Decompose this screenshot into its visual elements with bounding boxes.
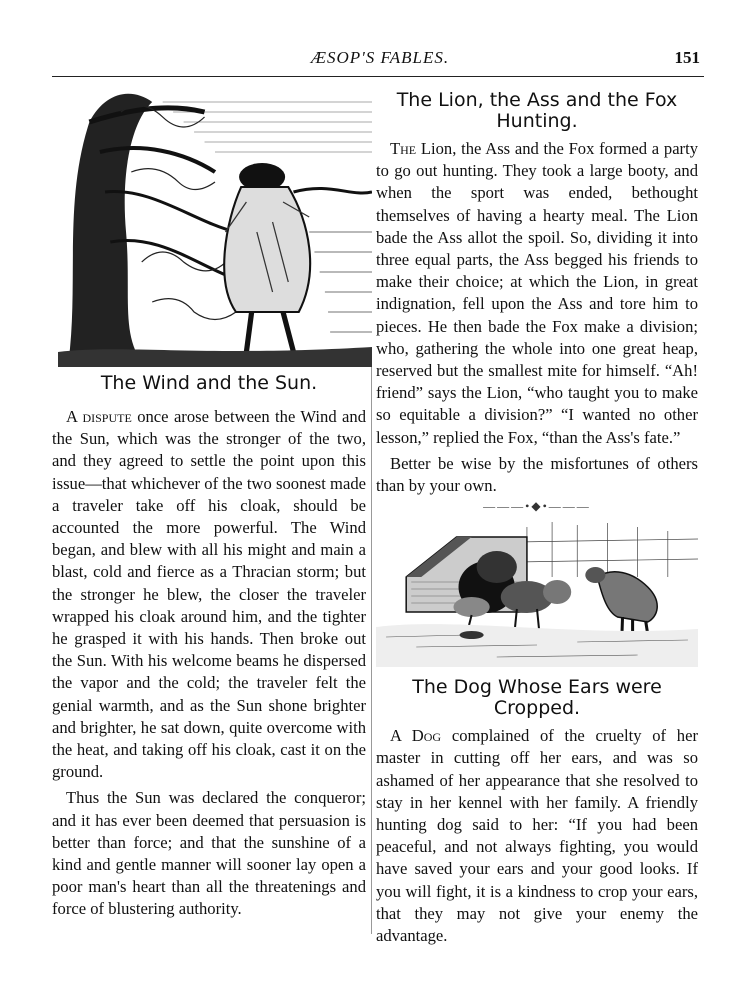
section-title-wind-and-sun: The Wind and the Sun. (100, 372, 318, 394)
dog-ears-paragraph-1 (376, 725, 698, 947)
header-rule (52, 76, 704, 77)
dog-ears-body-1: complained of the cruelty of her master in cutting off her ears, and was so ashamed of her appearance that she resolved to stay in her kennel with her family. A friendly hunting dog said to her: “If you had been peaceful, and not always fighting, you would have saved your ears and your good looks. If you will fight, it is a kindness to crop your ears, that they may not give your enemy the advantage. (376, 726, 698, 946)
dog-ears-lead: A Dog (390, 726, 442, 746)
running-header (60, 48, 700, 70)
running-title: ÆSOP'S FABLES. (310, 48, 450, 67)
wind-and-sun-illustration (58, 82, 372, 367)
page-number: 151 (674, 48, 700, 67)
section-title-dog-ears: The Dog Whose Ears were Cropped. (412, 676, 662, 720)
wind-and-sun-paragraph-1 (52, 406, 366, 783)
lion-ass-fox-paragraph-2: Better be wise by the misfortunes of others than by your own. (376, 453, 698, 496)
wind-and-sun-lead: A dispute (66, 407, 132, 426)
lion-ass-fox-lead: The (390, 139, 417, 158)
wind-and-sun-body-1: once arose between the Wind and the Sun, which was the stronger of the two, and they agreed to settle the point upon this issue—that whichever of the two soonest made a traveler take off his cloak, should be accounted the more powerful. The Wind began, and blew with all his might and main a blast, cold and fierce as a Thracian storm; but the stronger he blew, the closer the traveler wrapped his cloak around him, and the tighter he grasped it with his hands. Then broke out the Sun. With his welcome beams he dispersed the vapor and the cold; the traveler felt the genial warmth, and as the Sun shone brighter and brighter, he sat down, quite overcome with the heat, and taking off his cloak, cast it on the ground. (52, 407, 366, 782)
wind-and-sun-paragraph-2: Thus the Sun was declared the conqueror; and it has ever been deemed that persuasion is better than force; and that the sunshine of a kind and gentle manner will sooner lay open a poor man's heart than all the threatenings and force of blustering authority. (52, 788, 366, 919)
right-column (376, 82, 698, 947)
section-ornament: ———•◆•——— (483, 499, 591, 514)
lion-ass-fox-paragraph-1 (376, 138, 698, 449)
left-column (52, 82, 366, 921)
lion-ass-fox-body-1: Lion, the Ass and the Fox formed a party to go out hunting. They took a large booty, and when the sport was ended, bethought themselves of having a hearty meal. The Lion bade the Ass allot the spoil. So, dividing it into three equal parts, the Ass begged his friends to make their choice; at which the Lion, in great indignation, fell upon the Ass and tore him to pieces. He then bade the Fox make a division; who, gathering the whole into one great heap, reserved but the smallest mite for himself. “Ah! friend” says the Lion, “who taught you to make so equitable a division?” “I wanted no other lesson,” replied the Fox, “than the Ass's fate.” (376, 139, 698, 447)
section-title-lion-ass-fox: The Lion, the Ass and the Fox Hunting. (396, 89, 678, 132)
dogs-and-kennel-illustration (376, 517, 698, 667)
